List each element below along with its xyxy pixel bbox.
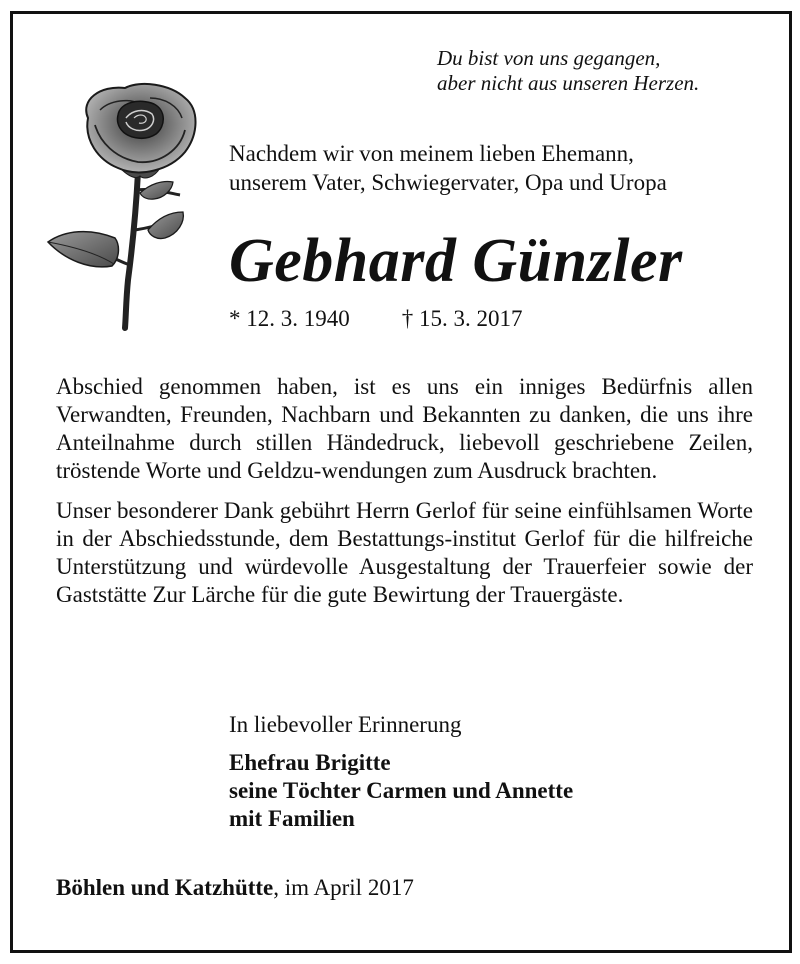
memorial-quote (437, 46, 767, 96)
place-and-date (56, 874, 414, 902)
birth-date: * 12. 3. 1940 (229, 306, 350, 331)
remembrance-line: In liebevoller Erinnerung (229, 712, 462, 737)
notice-date: , im April 2017 (273, 875, 414, 900)
death-date: † 15. 3. 2017 (401, 306, 523, 331)
gratitude-text (56, 373, 753, 621)
closing-block (229, 711, 573, 833)
quote-line-1: Du bist von uns gegangen, (437, 46, 661, 70)
life-dates (229, 305, 523, 333)
family-list (229, 749, 573, 833)
place-towns: Böhlen und Katzhütte (56, 875, 274, 900)
family-member: seine Töchter Carmen und Annette (229, 778, 574, 803)
rose-icon (40, 80, 220, 332)
intro-line-1: Nachdem wir von meinem lieben Ehemann, (229, 141, 634, 166)
intro-line-2: unserem Vater, Schwiegervater, Opa und Uropa (229, 170, 667, 195)
intro-text (229, 139, 751, 197)
quote-line-2: aber nicht aus unseren Herzen. (437, 71, 700, 95)
deceased-name: Gebhard Günzler (229, 227, 683, 295)
gratitude-paragraph-1: Abschied genommen haben, ist es uns ein inniges Bedürfnis allen Verwandten, Freunden, Nachbarn und Bekannten zu danken, die uns ihre Anteilnahme durch stillen Händedruck, liebevoll geschriebene Zeilen, tröstende Worte und Geldzu-wendungen zum Ausdruck brachten. (56, 374, 753, 483)
family-member: Ehefrau Brigitte (229, 750, 391, 775)
family-member: mit Familien (229, 806, 355, 831)
gratitude-paragraph-2: Unser besonderer Dank gebührt Herrn Gerlof für seine einfühlsamen Worte in der Abschiedsstunde, dem Bestattungs-institut Gerlof für die hilfreiche Unterstützung und würdevolle Ausgestaltung der Trauerfeier sowie der Gaststätte Zur Lärche für die gute Bewirtung der Trauergäste. (56, 498, 753, 607)
